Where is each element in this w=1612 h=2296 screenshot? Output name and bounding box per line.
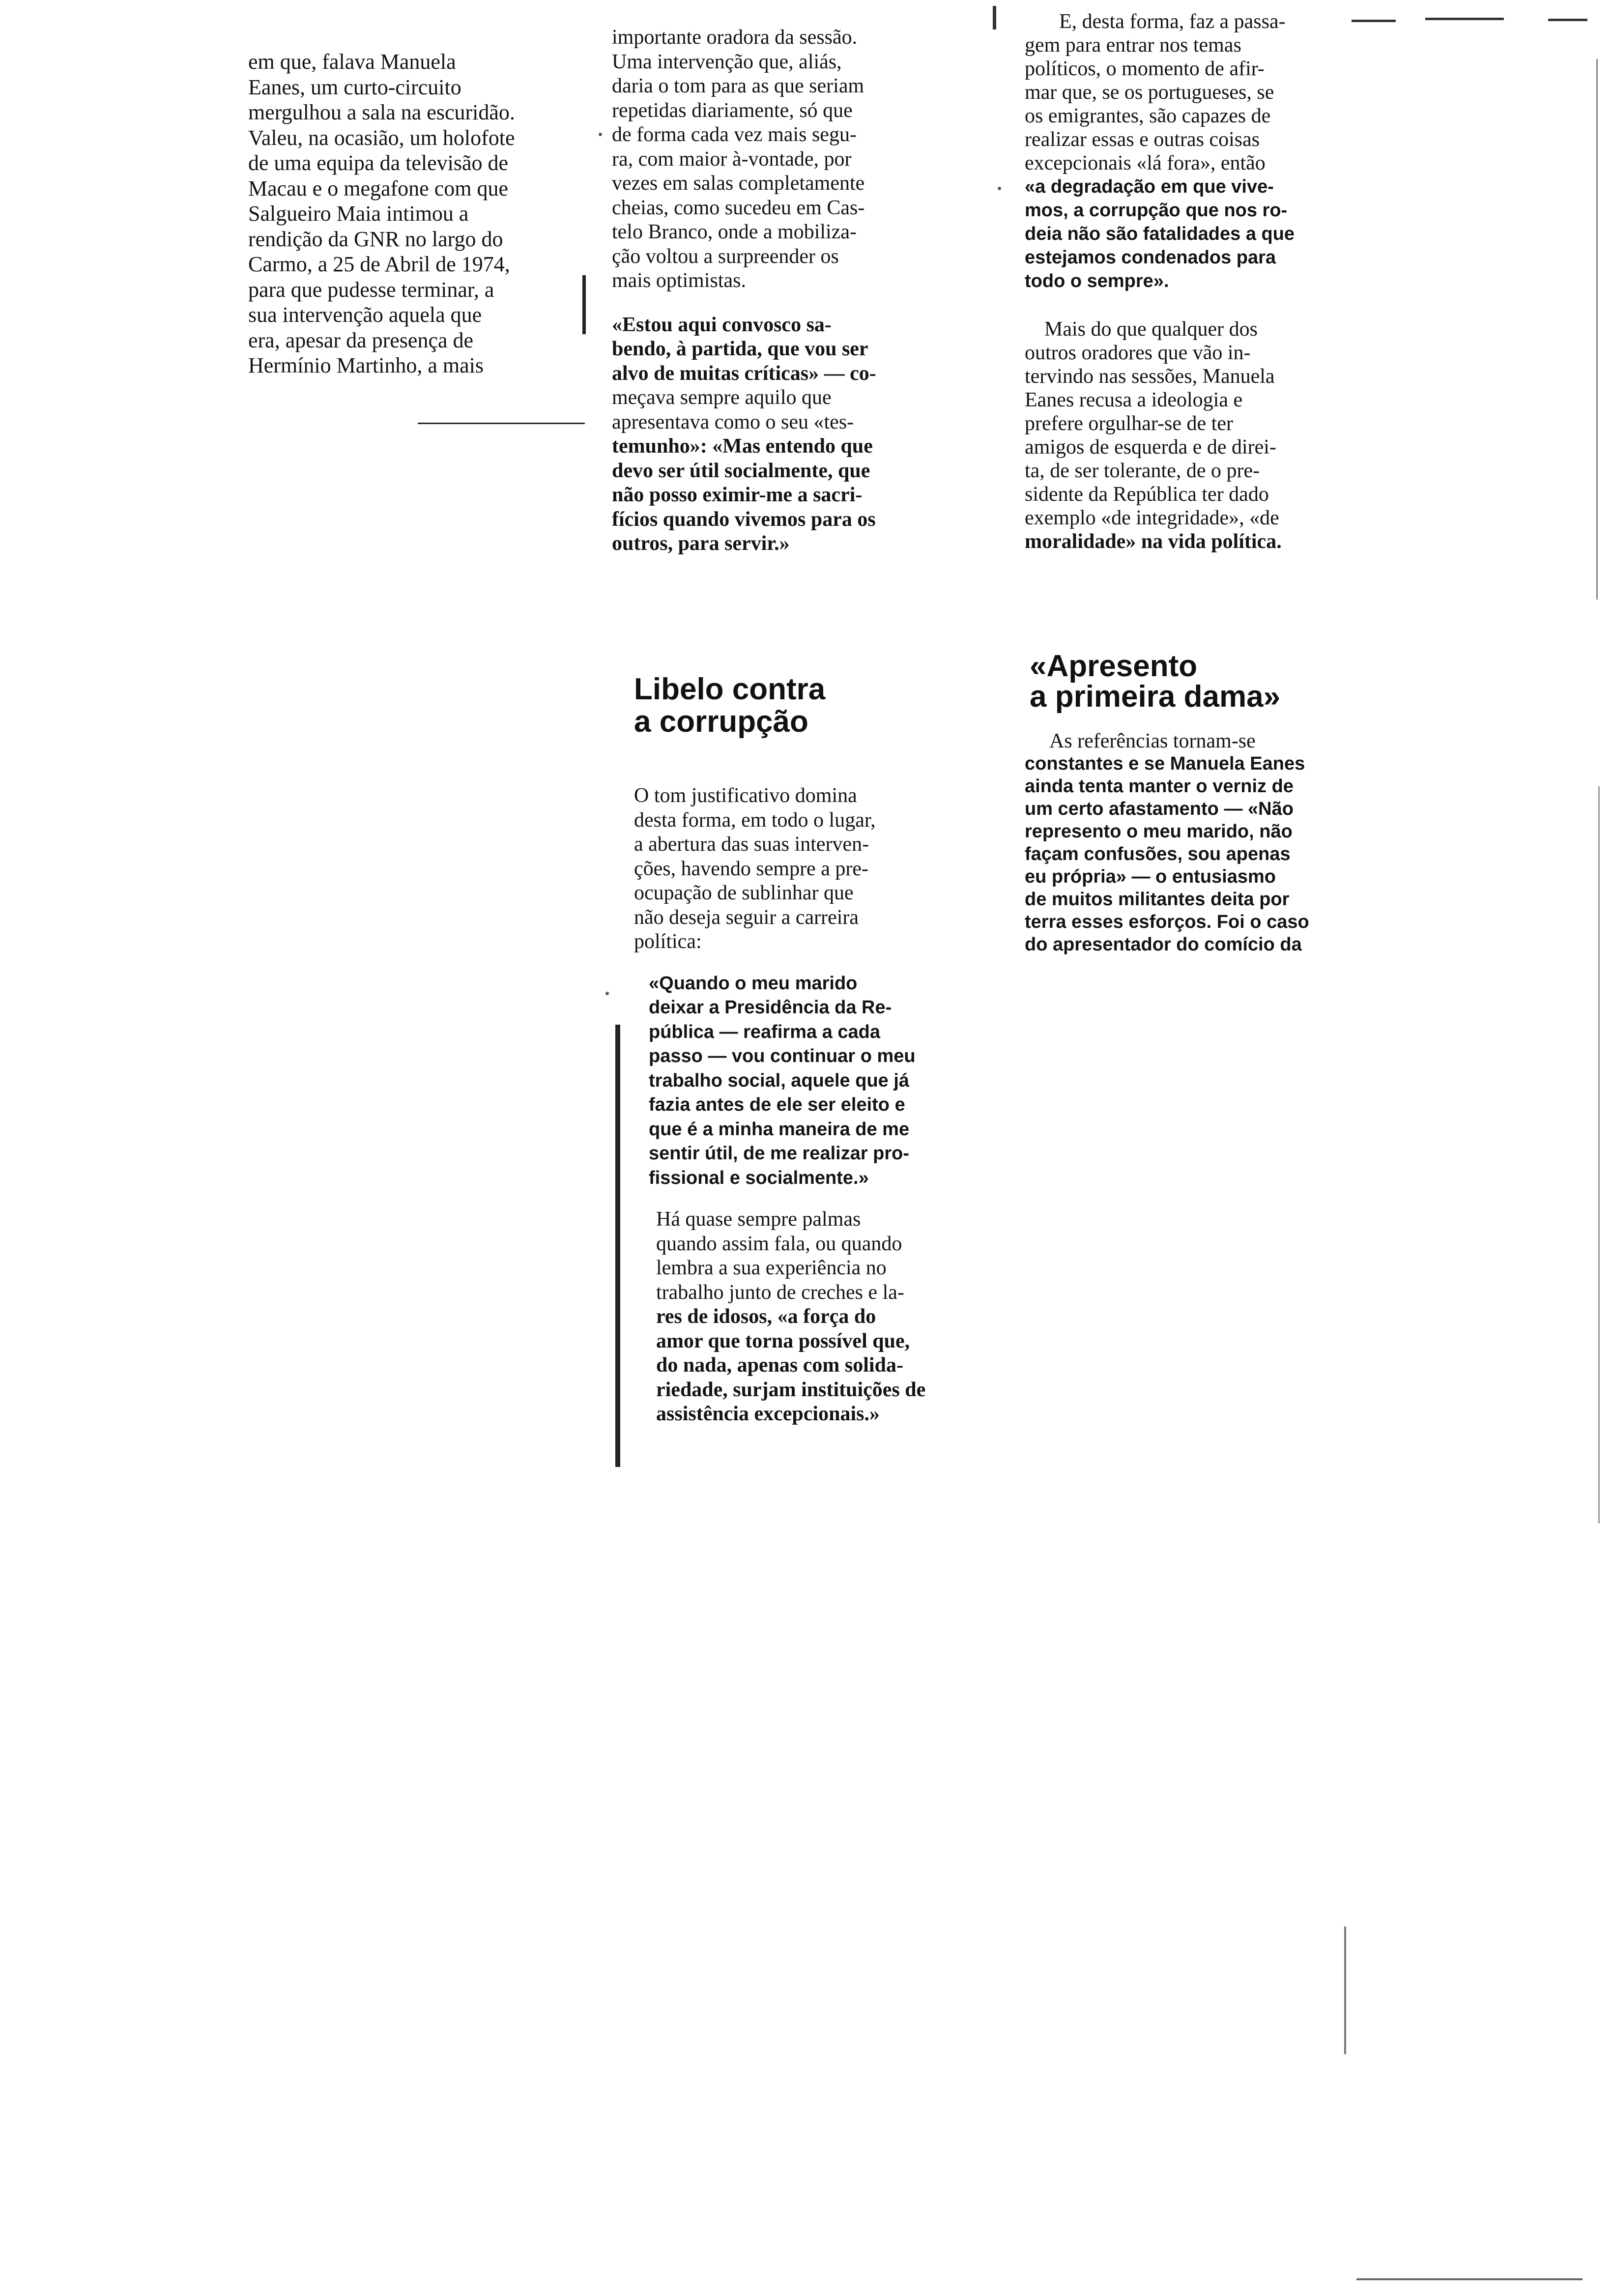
text-line: telo Branco, onde a mobiliza-: [612, 221, 857, 243]
text-line: desta forma, em todo o lugar,: [634, 808, 876, 832]
text-line: bendo, à partida, que vou ser: [612, 338, 868, 360]
text-line: Valeu, na ocasião, um holofote: [248, 125, 515, 150]
text-line: era, apesar da presença de: [248, 328, 474, 352]
text-line: ta, de ser tolerante, de o pre-: [1025, 459, 1260, 482]
text-line: lembra a sua experiência no: [656, 1257, 887, 1279]
scan-artifact: [1344, 1926, 1346, 2054]
quote-bar: [615, 1025, 620, 1467]
text-line: Macau e o megafone com que: [248, 176, 508, 201]
text-line: moralidade» na vida política.: [1025, 530, 1282, 553]
text-line: excepcionais «lá fora», então: [1025, 152, 1266, 174]
text-line: «Estou aqui convosco sa-: [612, 313, 832, 336]
text-line: vezes em salas completamente: [612, 172, 865, 195]
text-line: mar que, se os portugueses, se: [1025, 81, 1274, 104]
text-line: Carmo, a 25 de Abril de 1974,: [248, 252, 510, 276]
text-line: represento o meu marido, não: [1025, 821, 1293, 842]
text-line: eu própria» — o entusiasmo: [1025, 866, 1276, 887]
subheadline-line: a primeira dama»: [1030, 680, 1281, 714]
text-line: estejamos condenados para: [1025, 247, 1276, 268]
text-line: prefere orgulhar-se de ter: [1025, 412, 1233, 435]
text-line: sidente da República ter dado: [1025, 483, 1269, 506]
text-line: ções, havendo sempre a pre-: [634, 857, 868, 880]
paragraph: [1025, 10, 1349, 293]
text-line: políticos, o momento de afir-: [1025, 57, 1265, 80]
text-line: devo ser útil socialmente, que: [612, 459, 870, 482]
scan-artifact: [1598, 786, 1600, 1523]
scan-artifact: [1596, 59, 1598, 600]
text-line: sentir útil, de me realizar pro-: [649, 1143, 910, 1164]
text-line: não posso eximir-me a sacri-: [612, 484, 863, 506]
text-line: para que pudesse terminar, a: [248, 277, 494, 302]
text-line: façam confusões, sou apenas: [1025, 844, 1291, 864]
scan-artifact: [993, 6, 996, 29]
text-line: sua intervenção aquela que: [248, 303, 482, 327]
text-line: Há quase sempre palmas: [656, 1208, 861, 1231]
column-2-lower: [612, 784, 966, 1427]
text-line: fícios quando vivemos para os: [612, 508, 876, 531]
text-line: do apresentador do comício da: [1025, 934, 1302, 955]
text-line: em que, falava Manuela: [248, 50, 456, 74]
text-line: Salgueiro Maia intimou a: [248, 201, 469, 226]
text-line: quando assim fala, ou quando: [656, 1232, 902, 1255]
scan-artifact: [1352, 20, 1396, 22]
text-line: ção voltou a surpreender os: [612, 245, 839, 268]
paragraph: [1025, 317, 1349, 553]
column-2: [612, 26, 966, 556]
text-line: alvo de muitas críticas» — co-: [612, 362, 876, 385]
text-line: trabalho junto de creches e la-: [656, 1281, 904, 1304]
text-line: cheias, como sucedeu em Cas-: [612, 196, 865, 219]
text-line: Hermínio Martinho, a mais: [248, 353, 484, 377]
text-line: política:: [634, 930, 702, 953]
paragraph: [612, 313, 966, 556]
text-line: amor que torna possível que,: [656, 1329, 910, 1352]
scan-artifact: [998, 187, 1001, 190]
text-line: de uma equipa da televisão de: [248, 151, 509, 175]
text-line: a abertura das suas interven-: [634, 833, 869, 856]
text-line: outros oradores que vão in-: [1025, 342, 1251, 364]
column-divider: [582, 275, 586, 334]
text-line: Mais do que qualquer dos: [1044, 318, 1258, 341]
scan-artifact: [1548, 19, 1587, 21]
text-line: outros, para servir.»: [612, 532, 790, 555]
column-end-rule: [418, 423, 585, 424]
paragraph: [1025, 730, 1349, 956]
text-line: de forma cada vez mais segu-: [612, 123, 857, 146]
text-line: assistência excepcionais.»: [656, 1403, 880, 1425]
scan-artifact: [599, 133, 602, 136]
text-line: As referências tornam-se: [1049, 730, 1256, 752]
text-line: daria o tom para as que seriam: [612, 75, 864, 97]
text-line: exemplo «de integridade», «de: [1025, 507, 1279, 529]
text-line: O tom justificativo domina: [634, 784, 857, 807]
text-line: apresentava como o seu «tes-: [612, 410, 854, 433]
text-line: temunho»: «Mas entendo que: [612, 435, 873, 458]
text-line: constantes e se Manuela Eanes: [1025, 753, 1305, 774]
column-3-lower: [1025, 730, 1349, 956]
text-line: ainda tenta manter o verniz de: [1025, 776, 1294, 797]
text-line: que é a minha maneira de me: [649, 1119, 910, 1140]
text-line: ocupação de sublinhar que: [634, 882, 854, 904]
paragraph: [612, 26, 966, 293]
text-line: deixar a Presidência da Re-: [649, 997, 892, 1018]
text-line: mais optimistas.: [612, 269, 746, 292]
paragraph: [612, 784, 966, 954]
scan-artifact: [605, 992, 609, 995]
text-line: um certo afastamento — «Não: [1025, 799, 1294, 819]
text-line: fissional e socialmente.»: [649, 1167, 869, 1188]
text-line: os emigrantes, são capazes de: [1025, 105, 1271, 127]
subheadline-line: «Apresento: [1030, 649, 1198, 683]
column-3: [1025, 10, 1349, 553]
text-line: realizar essas e outras coisas: [1025, 128, 1260, 151]
text-line: deia não são fatalidades a que: [1025, 224, 1295, 244]
subheadline-apresento: [1030, 651, 1364, 712]
text-line: de muitos militantes deita por: [1025, 889, 1290, 910]
text-line: importante oradora da sessão.: [612, 26, 858, 49]
text-line: amigos de esquerda e de direi-: [1025, 436, 1276, 459]
text-line: Eanes, um curto-circuito: [248, 75, 461, 99]
text-line: res de idosos, «a força do: [656, 1305, 876, 1328]
text-line: repetidas diariamente, só que: [612, 99, 853, 122]
text-line: todo o sempre».: [1025, 271, 1169, 291]
paragraph: [612, 1207, 966, 1427]
scan-artifact: [1425, 18, 1504, 20]
subheadline-line: Libelo contra: [634, 672, 826, 706]
text-line: pública — reafirma a cada: [649, 1021, 880, 1042]
text-line: trabalho social, aquele que já: [649, 1070, 910, 1091]
text-line: «Quando o meu marido: [649, 973, 858, 994]
text-line: ra, com maior à-vontade, por: [612, 147, 852, 171]
text-line: do nada, apenas com solida-: [656, 1354, 903, 1377]
column-1: [248, 49, 592, 378]
text-line: meçava sempre aquilo que: [612, 386, 832, 409]
text-line: tervindo nas sessões, Manuela: [1025, 365, 1275, 388]
text-line: gem para entrar nos temas: [1025, 34, 1241, 57]
subheadline-line: a corrupção: [634, 705, 808, 739]
text-line: fazia antes de ele ser eleito e: [649, 1094, 905, 1115]
text-line: terra esses esforços. Foi o caso: [1025, 912, 1309, 932]
text-line: mergulhou a sala na escuridão.: [248, 100, 515, 124]
text-line: «a degradação em que vive-: [1025, 176, 1274, 197]
text-line: Eanes recusa a ideologia e: [1025, 389, 1243, 411]
text-line: passo — vou continuar o meu: [649, 1046, 916, 1066]
text-line: mos, a corrupção que nos ro-: [1025, 200, 1288, 221]
text-line: E, desta forma, faz a passa-: [1059, 10, 1286, 33]
subheadline-libelo: [634, 673, 929, 738]
pull-quote: [612, 972, 966, 1191]
text-line: riedade, surjam instituições de: [656, 1378, 926, 1401]
text-line: rendição da GNR no largo do: [248, 227, 503, 251]
text-line: Uma intervenção que, aliás,: [612, 50, 842, 73]
scan-artifact: [1356, 2278, 1583, 2280]
text-line: não deseja seguir a carreira: [634, 906, 859, 929]
